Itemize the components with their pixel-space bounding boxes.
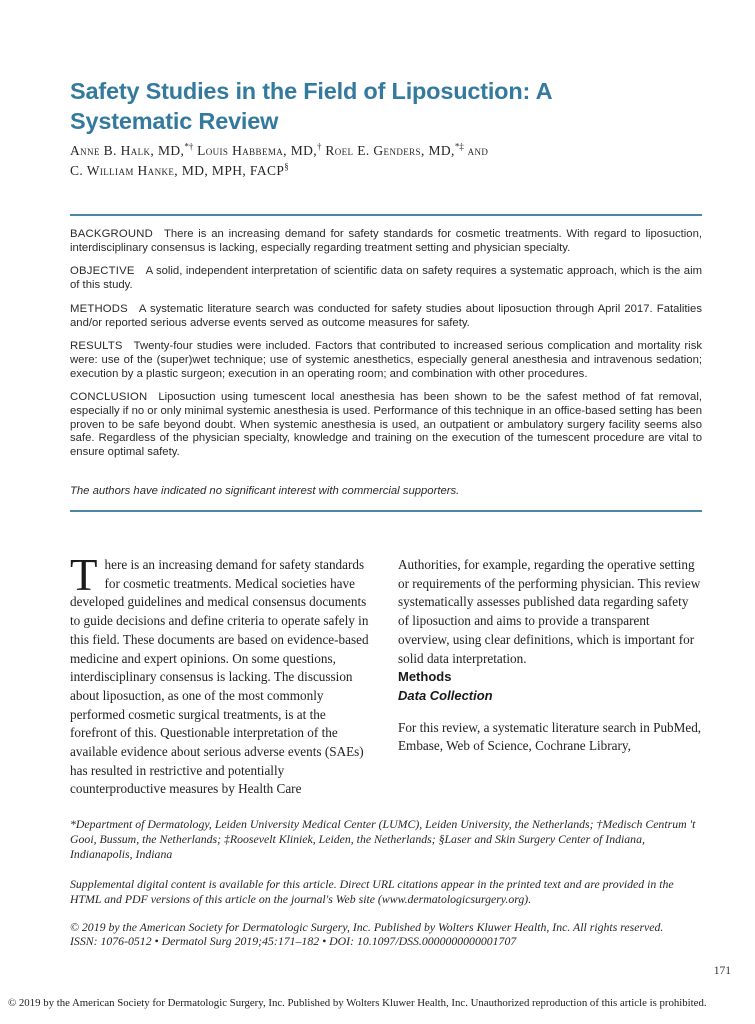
article-title [70,76,702,136]
author-affiliation-marker: *‡ [454,141,464,152]
abstract-label: CONCLUSION [70,391,148,404]
abstract-label: BACKGROUND [70,228,153,240]
supplemental-content-note: Supplemental digital content is available for this article. Direct URL citations appear in the printed text and are provided in the HTML and PDF versions of this article on the journal's Web site (www.dermatologicsurgery.org). [70,876,674,906]
drop-cap: T [70,550,98,600]
abstract-label: RESULTS [70,340,123,353]
methods-heading: Methods [398,669,452,685]
page-number: 171 [713,965,731,977]
issn-doi-line: ISSN: 1076-0512 • Dermatol Surg 2019;45:171–182 • DOI: 10.1097/DSS.0000000000001707 [70,934,517,949]
footnotes-section [70,817,702,949]
abstract-label: METHODS [70,302,128,315]
author-conjunction: and [463,143,489,158]
abstract-paragraph-objective [70,265,702,292]
abstract-text: A solid, independent interpretation of scientific data on safety requires a systematic approach, which is the aim of this study. [70,265,702,292]
disclosure-statement: The authors have indicated no significant interest with commercial supporters. [70,485,460,497]
abstract-section [70,228,702,470]
author-affiliation-marker: † [317,141,322,152]
abstract-paragraph-conclusion [70,391,702,460]
author-byline [70,141,702,180]
affiliations-footnote: *Department of Dermatology, Leiden University Medical Center (LUMC), Leiden University, the Netherlands; †Medisch Centrum 't Gooi, Bussum, the Netherlands; ‡Roosevelt Kliniek, Leiden, the Netherlands; §Laser and Skin Surgery Center of Indiana, Indianapolis, Indiana [70,817,696,861]
abstract-paragraph-methods [70,303,702,330]
copyright-line1: © 2019 by the American Society for Dermatologic Surgery, Inc. Published by Wolters Kluwer Health, Inc. All rights reserved. [70,919,664,934]
author-affiliation-marker: § [284,161,289,171]
abstract-paragraph-background [70,228,702,255]
divider-abstract-bottom [70,510,702,512]
author-name: Anne B. Halk, MD, [70,143,185,158]
author-name: Roel E. Genders, MD, [321,143,455,158]
author-byline-line2 [70,161,702,181]
abstract-text: Liposuction using tumescent local anesthesia has been shown to be the safest method of fat removal, especially if no or only minimal systemic anesthesia is used. Performance of this technique in an office-based setting has been proven to be safe beyond doubt. When systemic anesthesia is used, an outpatient or ambulatory surgery facility seems also safe. Regardless of the physician specialty, knowledge and training on the execution of the tumescent procedure are vital to ensure optimal safety. [70,391,702,459]
left-column [70,550,374,799]
reproduction-notice: © 2019 by the American Society for Dermatologic Surgery, Inc. Published by Wolters Kluwer Health, Inc. Unauthorized reproduction of this article is prohibited. [8,997,707,1009]
divider-abstract-top [70,214,702,216]
author-name: Louis Habbema, MD, [193,143,318,158]
abstract-text: A systematic literature search was conducted for safety studies about liposuction through April 2017. Fatalities and/or reported serious adverse events served as outcome measures for safety. [70,302,702,329]
abstract-text: There is an increasing demand for safety standards for cosmetic treatments. With regard to liposuction, interdisciplinary consensus is lacking, especially regarding treatment setting and physician specialty. [70,228,702,254]
article-title-line1: Safety Studies in the Field of Liposuction: A [70,78,553,104]
author-name: C. William Hanke, MD, MPH, FACP [70,162,285,178]
abstract-label: OBJECTIVE [70,265,135,278]
article-title-line2: Systematic Review [70,108,279,134]
data-collection-paragraph: For this review, a systematic literature search in PubMed, Embase, Web of Science, Cochrane Library, [398,719,702,754]
copyright-notice [70,920,702,950]
abstract-paragraph-results [70,340,702,381]
body-columns [70,550,702,799]
intro-paragraph [70,550,374,799]
intro-continuation-paragraph: Authorities, for example, regarding the operative setting or requirements of the performing physician. This review systematically assesses published data regarding safety of liposuction and aims to provide a transparent overview, using clear definitions, which is important for solid data interpretation. [398,557,701,666]
data-collection-heading: Data Collection [398,687,493,703]
abstract-text: Twenty-four studies were included. Factors that contributed to increased serious complication and mortality risk were: use of the (super)wet technique; use of systemic anesthetics, especially general anesthesia and intravenous sedation; execution by a plastic surgeon; execution in an operating room; and combination with other procedures. [70,340,702,380]
author-affiliation-marker: *† [184,141,194,152]
author-byline-line1 [70,141,702,161]
right-column [398,556,702,799]
intro-text: here is an increasing demand for safety standards for cosmetic treatments. Medical societies have developed guidelines and medical consensus documents to guide decisions and define criteria to operate safely in this field. These documents are based on evidence-based medicine and expert opinions. On some questions, interdisciplinary consensus is lacking. The discussion about liposuction, as one of the most commonly performed cosmetic surgical treatments, is at the forefront of this. Questionable interpretation of the available evidence about serious adverse events (SAEs) has resulted in restrictive and potentially counterproductive measures by Health Care [70,557,369,797]
